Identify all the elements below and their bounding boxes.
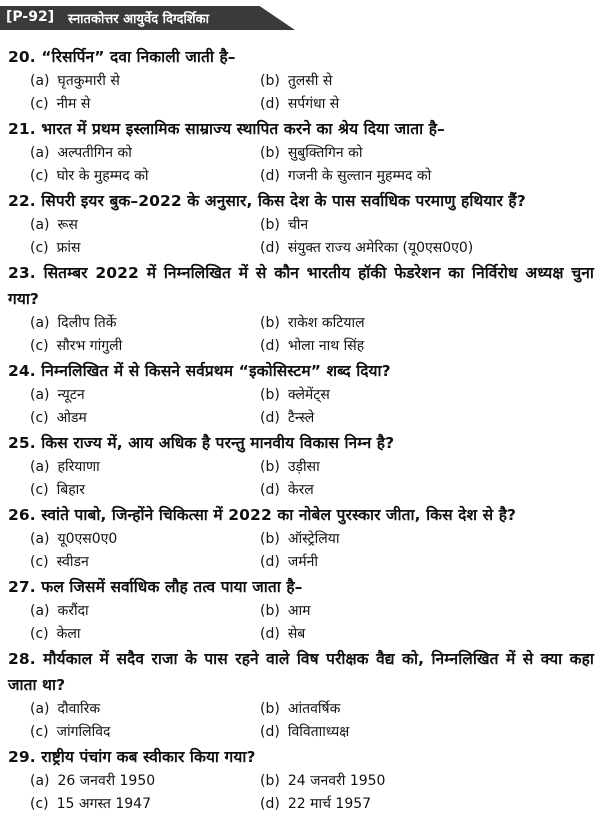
- option-a: (a) घृतकुमारी से: [30, 73, 120, 89]
- question-20: [8, 44, 594, 116]
- option-a: (a) हरियाणा: [30, 459, 100, 475]
- option-a: (a) दिलीप तिर्के: [30, 315, 117, 331]
- option-a: (a) दौवारिक: [30, 701, 101, 717]
- option-a: (a) अल्पतीगिन को: [30, 145, 132, 161]
- question-number: 21.: [8, 120, 36, 138]
- question-number: 26.: [8, 506, 36, 524]
- option-c: (c) फ्रांस: [30, 240, 81, 256]
- question-25: [8, 430, 594, 502]
- question-text: “रिसर्पिन” दवा निकाली जाती है–: [41, 48, 236, 66]
- question-number: 28.: [8, 650, 36, 668]
- question-28: [8, 646, 594, 744]
- question-number: 22.: [8, 192, 36, 210]
- question-number: 25.: [8, 434, 36, 452]
- page-header: [0, 0, 600, 34]
- question-number: 20.: [8, 48, 36, 66]
- option-c: (c) सौरभ गांगुली: [30, 338, 123, 354]
- question-text: भारत में प्रथम इस्लामिक साम्राज्य स्थापित करने का श्रेय दिया जाता है–: [41, 120, 445, 138]
- option-d: (d) टैन्स्ले: [260, 410, 315, 426]
- option-b: (b) उड़ीसा: [260, 459, 320, 475]
- option-a: (a) रूस: [30, 217, 78, 233]
- question-text: सिपरी इयर बुक–2022 के अनुसार, किस देश के पास सर्वाधिक परमाणु हथियार हैं?: [41, 192, 526, 210]
- question-number: 27.: [8, 578, 36, 596]
- option-d: (d) भोला नाथ सिंह: [260, 338, 365, 354]
- question-22: [8, 188, 594, 260]
- question-text: सितम्बर 2022 में निम्नलिखित में से कौन भारतीय हॉकी फेडरेशन का निर्विरोध अध्यक्ष चुना गया?: [8, 264, 594, 308]
- question-text: किस राज्य में, आय अधिक है परन्तु मानवीय विकास निम्न है?: [41, 434, 395, 452]
- option-b: (b) तुलसी से: [260, 73, 333, 89]
- option-b: (b) आम: [260, 603, 311, 619]
- option-a: (a) करौंदा: [30, 603, 89, 619]
- question-24: [8, 358, 594, 430]
- option-c: (c) नीम से: [30, 96, 91, 112]
- option-d: (d) सर्पगंधा से: [260, 96, 340, 112]
- option-c: (c) ओडम: [30, 410, 87, 426]
- option-a: (a) यू0एस0ए0: [30, 531, 118, 547]
- option-b: (b) चीन: [260, 217, 309, 233]
- option-b: (b) सुबुक्तिगिन को: [260, 145, 363, 161]
- option-b: (b) 24 जनवरी 1950: [260, 773, 386, 789]
- question-text: फल जिसमें सर्वाधिक लौह तत्व पाया जाता है–: [41, 578, 303, 596]
- option-c: (c) बिहार: [30, 482, 86, 498]
- option-d: (d) गजनी के सुल्तान मुहम्मद को: [260, 168, 432, 184]
- question-text: मौर्यकाल में सदैव राजा के पास रहने वाले विष परीक्षक वैद्य को, निम्नलिखित में से क्या कहा जाता था?: [8, 650, 594, 694]
- option-c: (c) स्वीडन: [30, 554, 89, 570]
- option-d: (d) जर्मनी: [260, 554, 318, 570]
- question-list: [8, 44, 594, 816]
- option-d: (d) विवितााध्यक्ष: [260, 724, 350, 740]
- question-27: [8, 574, 594, 646]
- option-a: (a) 26 जनवरी 1950: [30, 773, 156, 789]
- question-text: राष्ट्रीय पंचांग कब स्वीकार किया गया?: [41, 748, 256, 766]
- book-title: स्नातकोत्तर आयुर्वेद दिग्दर्शिका: [68, 12, 210, 27]
- option-c: (c) 15 अगस्त 1947: [30, 796, 151, 812]
- option-c: (c) घोर के मुहम्मद को: [30, 168, 149, 184]
- option-d: (d) 22 मार्च 1957: [260, 796, 372, 812]
- option-b: (b) राकेश कटियाल: [260, 315, 365, 331]
- option-c: (c) केला: [30, 626, 81, 642]
- question-23: [8, 260, 594, 358]
- question-number: 24.: [8, 362, 36, 380]
- option-b: (b) आंतवर्षिक: [260, 701, 341, 717]
- option-d: (d) संयुक्त राज्य अमेरिका (यू0एस0ए0): [260, 240, 474, 256]
- question-text: निम्नलिखित में से किसने सर्वप्रथम “इकोसिस्टम” शब्द दिया?: [41, 362, 391, 380]
- option-d: (d) सेब: [260, 626, 306, 642]
- option-c: (c) जांगलिविद: [30, 724, 111, 740]
- question-26: [8, 502, 594, 574]
- question-number: 29.: [8, 748, 36, 766]
- option-d: (d) केरल: [260, 482, 314, 498]
- question-text: स्वांते पाबो, जिन्होंने चिकित्सा में 2022 का नोबेल पुरस्कार जीता, किस देश से है?: [41, 506, 517, 524]
- page-number: [P-92]: [6, 9, 55, 25]
- question-number: 23.: [8, 264, 36, 282]
- question-21: [8, 116, 594, 188]
- option-b: (b) ऑस्ट्रेलिया: [260, 531, 340, 547]
- question-29: [8, 744, 594, 816]
- option-b: (b) क्लेमेंट्स: [260, 387, 330, 403]
- option-a: (a) न्यूटन: [30, 387, 85, 403]
